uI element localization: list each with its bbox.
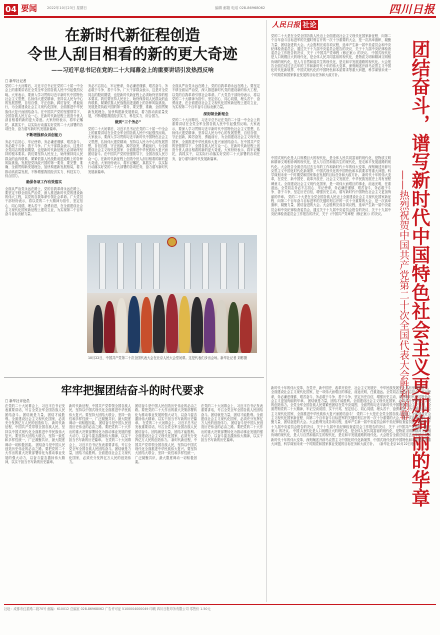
editorial-subtitle: ——热烈祝贺中国共产党第二十次全国代表大会胜利闭幕 — [397, 170, 408, 420]
article-column-1: 党的二十大闭幕后，习近平总书记在党的二十届一中全会上的重要讲话在全党全军全国各族人民中引起强烈反响。大家表示，要深入学习贯彻习近平新时代中国特色社会主义思想，弘扬伟大建党精神，坚持以人民为中心的发展思想，自信自强、守正创新，踔厉奋发、勇毅前行，为全面建设社会主义现代化国家、全面推进中华民族伟大复兴而团结奋斗。在中国共产党的坚强领导下，全国各族人民万众一心，在新时代新征程上创造令世人刮目相看的新的更大奇迹。大家纷纷表示，将牢记嘱托，真抓实干，以实际行动落实好党的二十大部署的各项任务，奋力谱写新时代发展新篇章。 不断增强群众首创能力 务必不忘初心、牢记使命，务必谦虚谨慎、艰苦奋斗，务必敢于斗争、善于斗争。广大干部群众表示，这是对全党同志的殷切期望，也是新时代新征程上必须始终坚持的根本要求。我们要坚持人民至上，始终保持同人民群众的血肉联系，紧紧依靠人民战胜前进道路上的各种风险挑战。发展是党执政兴国的第一要务，要完整、准确、全面贯彻新发展理念，加快构建新发展格局，着力推动高质量发展，不断增强我国经济实力、科技实力、综合国力。 确保各项工作有效落实 全面从严治党永远在路上，党的自我革命永远在路上。要坚定不移全面从严治党，深入推进新时代党的建设新的伟大工程，以党的自我革命引领社会革命。广大党员干部纷纷表示，将以党的二十大精神为指引，坚定信心、同心同德，埋头苦干、奋勇前进，在全面建设社会主义现代化国家新征程上建功立业，为实现第二个百年奋斗目标贡献力量。 — [5, 84, 83, 217]
article-column-3: 全面从严治党永远在路上，党的自我革命永远在路上。要坚定不移全面从严治党，深入推进新时代党的建设新的伟大工程，以党的自我革命引领社会革命。广大党员干部纷纷表示，将以党的二十大精神为指引，坚定信心、同心同德，埋头苦干、奋勇前进，在全面建设社会主义现代化国家新征程上建功立业，为实现第二个百年奋斗目标贡献力量。 深刻领会新理念 党的二十大闭幕后，习近平总书记在党的二十届一中全会上的重要讲话在全党全军全国各族人民中引起强烈反响。大家表示，要深入学习贯彻习近平新时代中国特色社会主义思想，弘扬伟大建党精神，坚持以人民为中心的发展思想，自信自强、守正创新，踔厉奋发、勇毅前行，为全面建设社会主义现代化国家、全面推进中华民族伟大复兴而团结奋斗。在中国共产党的坚强领导下，全国各族人民万众一心，在新时代新征程上创造令世人刮目相看的新的更大奇迹。大家纷纷表示，将牢记嘱托，真抓实干，以实际行动落实好党的二十大部署的各项任务，奋力谱写新时代发展新篇章。 — [172, 84, 260, 161]
photo-caption: 10月22日，中国共产党第二十次全国代表大会在北京人民大会堂闭幕。这是代表们步出会场。新华社记者 刘彬摄 — [88, 356, 247, 360]
masthead-logo: 四川日报 — [389, 3, 435, 16]
editorial-logo — [272, 20, 327, 30]
bottom-column-4: 在党的二十大闭幕会上，习近平总书记发表重要讲话，号召全党全军全国各族人民团结奋斗。团结就是力量，团结才能胜利。全面建设社会主义现代化国家，必须充分发挥亿万人民的创造伟力。 团结奋斗是中国人民创造历史伟业的必由之路。要把党的二十大作出的重大决策部署转化为推动事业发展的强大动力，以奋斗姿态激扬伟大精神，以实干担当书写新的历史篇章。 — [201, 404, 263, 443]
article-column-2: 务必不忘初心、牢记使命，务必谦虚谨慎、艰苦奋斗，务必敢于斗争、善于斗争。广大干部群众表示，这是对全党同志的殷切期望，也是新时代新征程上必须始终坚持的根本要求。我们要坚持人民至上，始终保持同人民群众的血肉联系，紧紧依靠人民战胜前进道路上的各种风险挑战。发展是党执政兴国的第一要务，要完整、准确、全面贯彻新发展理念，加快构建新发展格局，着力推动高质量发展，不断增强我国经济实力、科技实力、综合国力。 做到“三个务必” 党的二十大闭幕后，习近平总书记在党的二十届一中全会上的重要讲话在全党全军全国各族人民中引起强烈反响。大家表示，要深入学习贯彻习近平新时代中国特色社会主义思想，弘扬伟大建党精神，坚持以人民为中心的发展思想，自信自强、守正创新，踔厉奋发、勇毅前行，为全面建设社会主义现代化国家、全面推进中华民族伟大复兴而团结奋斗。在中国共产党的坚强领导下，全国各族人民万众一心，在新时代新征程上创造令世人刮目相看的新的更大奇迹。大家纷纷表示，将牢记嘱托，真抓实干，以实际行动落实好党的二十大部署的各项任务，奋力谱写新时代发展新篇章。 — [88, 84, 168, 174]
article-subhead: 深刻领会新理念 — [203, 111, 229, 116]
news-photo — [87, 235, 257, 353]
header-rule — [4, 16, 436, 18]
editorial-logo-box: 社论 — [302, 20, 317, 29]
main-headline-line2: 令世人刮目相看的新的更大奇迹 — [27, 45, 238, 63]
bottom-column-1: 在党的二十大闭幕会上，习近平总书记发表重要讲话，号召全党全军全国各族人民团结奋斗。团结就是力量，团结才能胜利。全面建设社会主义现代化国家，必须充分发挥亿万人民的创造伟力。 新时代新征程，中国共产党带领全国各族人民，坚持以中国式现代化全面推进中华民族伟大复兴。要坚持大团结大联合，坚持一致性和多样性统一，广泛凝聚共识，最大限度调动一切积极因素。 团结奋斗是中国人民创造历史伟业的必由之路。要把党的二十大作出的重大决策部署转化为推动事业发展的强大动力，以奋斗姿态激扬伟大精神，以实干担当书写新的历史篇章。 — [5, 404, 65, 464]
editorial-column-mid: 中国式现代化是人口规模巨大的现代化，是全体人民共同富裕的现代化，是物质文明和精神文明相协调的现代化，是人与自然和谐共生的现代化，是走和平发展道路的现代化。大会报告全面总结过去五年的工作和新时代十年的伟大变革，深刻阐述开辟马克思主义中国化时代化新境界、中国式现代化的中国特色和本质要求等重大问题，科学谋划未来一个时期党和国家事业发展的目标任务和大政方针。 新时代十年的伟大变革，在党史、新中国史、改革开放史、社会主义发展史、中华民族发展史上具有里程碑意义。全面建设社会主义现代化国家，是一项伟大而艰巨的事业，前途光明，任重道远。全党同志务必不忘初心、牢记使命，务必谦虚谨慎、艰苦奋斗，务必敢于斗争、善于斗争，坚定历史自信，增强历史主动，谱写新时代中国特色社会主义更加绚丽的华章。 党的二十大是在全党全国各族人民迈上全面建设社会主义现代化国家新征程、向第二个百年奋斗目标进军的关键时刻召开的一次十分重要的大会，是一次高举旗帜、凝聚力量、团结奋进的大会。大会胜利完成各项议程，选举产生新一届中央委员会和中央纪律检查委员会，通过关于十九届中央委员会报告的决议、关于十九届中央纪律检查委员会工作报告的决议、关于《中国共产党章程（修正案）》的决议。 — [271, 156, 391, 216]
great-hall-building — [87, 235, 257, 293]
footer-info: 社址：成都市红星路二段70号 邮编：610012 总编室 028-86968062 广告许可证 5100004000049 印刷 四川日报印务有限公司 零售价 1.50元 — [4, 607, 211, 611]
national-emblem — [167, 237, 177, 247]
article-byline: □ 新华社记者 — [5, 79, 27, 83]
editorial-logo-text: 人民日报 — [272, 20, 300, 29]
bottom-column-2: 新时代新征程，中国共产党带领全国各族人民，坚持以中国式现代化全面推进中华民族伟大复兴。要坚持大团结大联合，坚持一致性和多样性统一，广泛凝聚共识，最大限度调动一切积极因素。 团结奋斗是中国人民创造历史伟业的必由之路。要把党的二十大作出的重大决策部署转化为推动事业发展的强大动力，以奋斗姿态激扬伟大精神，以实干担当书写新的历史篇章。 在党的二十大闭幕会上，习近平总书记发表重要讲话，号召全党全军全国各族人民团结奋斗。团结就是力量，团结才能胜利。全面建设社会主义现代化国家，必须充分发挥亿万人民的创造伟力。 — [69, 404, 131, 464]
article-subhead: 做到“三个务必” — [114, 120, 142, 125]
bottom-headline: 牢牢把握团结奋斗的时代要求 — [61, 384, 204, 397]
column-rule — [266, 20, 267, 602]
footer-rule — [4, 604, 436, 605]
contact-line: 编辑 邮箱 电话 028-86968062 — [215, 6, 266, 10]
main-headline-subtitle: ——习近平总书记在党的二十大闻幕会上的重要讲话引发热烈反响 — [51, 68, 214, 74]
editorial-column-bottom: 新时代十年的伟大变革，在党史、新中国史、改革开放史、社会主义发展史、中华民族发展史上具有里程碑意义。全面建设社会主义现代化国家，是一项伟大而艰巨的事业，前途光明，任重道远。全党同志务必不忘初心、牢记使命，务必谦虚谨慎、艰苦奋斗，务必敢于斗争、善于斗争，坚定历史自信，增强历史主动，谱写新时代中国特色社会主义更加绚丽的华章。 团结就是力量，团结才能胜利。全面建设社会主义现代化国家，必须充分发挥亿万人民的创造伟力。全党全军全国各族人民要紧密团结在党中央周围，全面贯彻习近平新时代中国特色社会主义思想，全面贯彻党的二十大精神，牢记空谈误国、实干兴邦，坚定信心、同心同德，埋头苦干、奋勇前进，为全面建设社会主义现代化国家、全面推进中华民族伟大复兴而团结奋斗！ 党的二十大是在全党全国各族人民迈上全面建设社会主义现代化国家新征程、向第二个百年奋斗目标进军的关键时刻召开的一次十分重要的大会，是一次高举旗帜、凝聚力量、团结奋进的大会。大会胜利完成各项议程，选举产生新一届中央委员会和中央纪律检查委员会，通过关于十九届中央委员会报告的决议、关于十九届中央纪律检查委员会工作报告的决议、关于《中国共产党章程（修正案）》的决议。 中国式现代化是人口规模巨大的现代化，是全体人民共同富裕的现代化，是物质文明和精神文明相协调的现代化，是人与自然和谐共生的现代化，是走和平发展道路的现代化。大会报告全面总结过去五年的工作和新时代十年的伟大变革，深刻阐述开辟马克思主义中国化时代化新境界、中国式现代化的中国特色和本质要求等重大问题，科学谋划未来一个时期党和国家事业发展的目标任务和大政方针。 （新华社北京10月22日电） — [271, 386, 431, 446]
section-label: 要闻 — [21, 4, 37, 13]
editorial-column-top: 党的二十大是在全党全国各族人民迈上全面建设社会主义现代化国家新征程、向第二个百年奋斗目标进军的关键时刻召开的一次十分重要的大会，是一次高举旗帜、凝聚力量、团结奋进的大会。大会胜利完成各项议程，选举产生新一届中央委员会和中央纪律检查委员会，通过关于十九届中央委员会报告的决议、关于十九届中央纪律检查委员会工作报告的决议、关于《中国共产党章程（修正案）》的决议。 中国式现代化是人口规模巨大的现代化，是全体人民共同富裕的现代化，是物质文明和精神文明相协调的现代化，是人与自然和谐共生的现代化，是走和平发展道路的现代化。大会报告全面总结过去五年的工作和新时代十年的伟大变革，深刻阐述开辟马克思主义中国化时代化新境界、中国式现代化的中国特色和本质要求等重大问题，科学谋划未来一个时期党和国家事业发展的目标任务和大政方针。 — [271, 34, 391, 77]
editorial-title: 团结奋斗，谱写新时代中国特色社会主义更加绚丽的华章 — [409, 40, 430, 508]
section-divider — [4, 377, 264, 378]
article-subhead: 确保各项工作有效落实 — [26, 180, 62, 185]
date-line: 2022年10月23日 星期日 — [47, 6, 87, 10]
bottom-column-3: 团结奋斗是中国人民创造历史伟业的必由之路。要把党的二十大作出的重大决策部署转化为推动事业发展的强大动力，以奋斗姿态激扬伟大精神，以实干担当书写新的历史篇章。 在党的二十大闭幕会上，习近平总书记发表重要讲话，号召全党全军全国各族人民团结奋斗。团结就是力量，团结才能胜利。全面建设社会主义现代化国家，必须充分发挥亿万人民的创造伟力。 新时代新征程，中国共产党带领全国各族人民，坚持以中国式现代化全面推进中华民族伟大复兴。要坚持大团结大联合，坚持一致性和多样性统一，广泛凝聚共识，最大限度调动一切积极因素。 — [135, 404, 197, 464]
editorial-source: （新华社北京10月22日电） — [377, 441, 418, 446]
page-number-badge: 04 — [5, 5, 17, 14]
main-headline-line1: 在新时代新征程创造 — [64, 26, 200, 44]
bottom-byline: □ 新华社评论员 — [5, 399, 30, 403]
article-subhead: 不断增强群众首创能力 — [26, 133, 62, 138]
